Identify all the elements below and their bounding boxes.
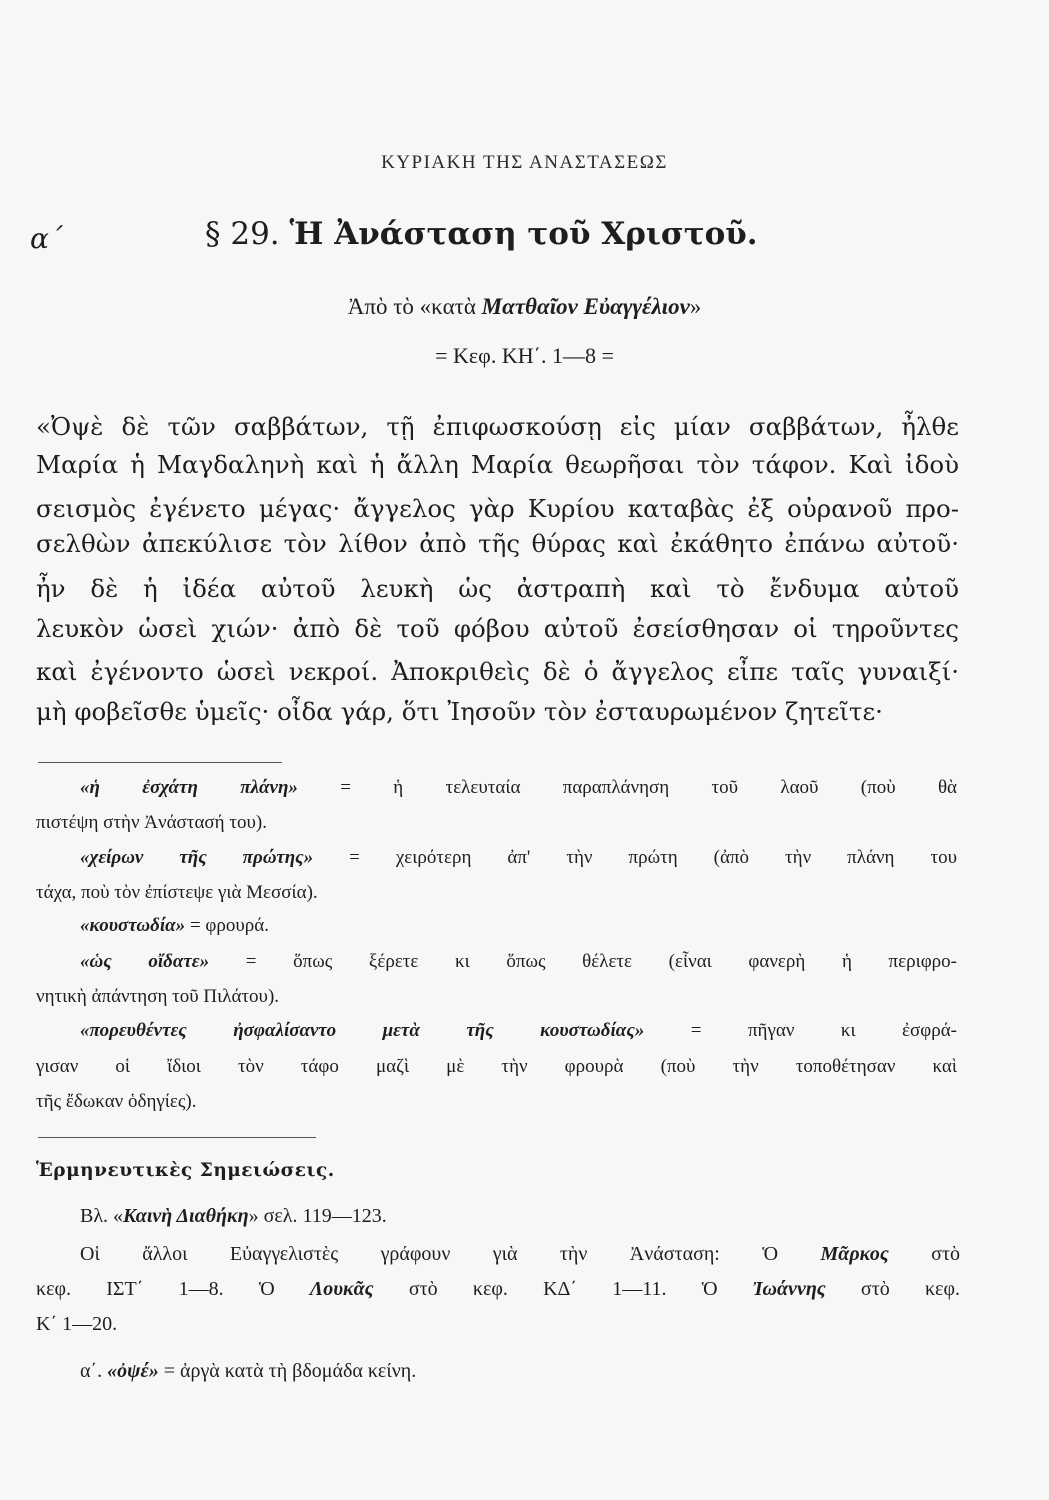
note-line: «χείρων τῆς πρώτης» = χειρότερη ἀπ' τὴν πρώτη (ἀπὸ τὴν πλάνη του bbox=[80, 847, 957, 868]
reference-line: α΄. «ὀψέ» = ἀργὰ κατὰ τὴ βδομάδα κείνη. bbox=[80, 1360, 417, 1382]
note-term: «κουστωδία» bbox=[80, 915, 186, 936]
source-prefix: Ἀπὸ τὸ «κατὰ bbox=[347, 294, 476, 319]
gospel-line: λευκὸν ὡσεὶ χιών· ἀπὸ δὲ τοῦ φόβου αὐτοῦ ἐσείσθησαν οἱ τηροῦντες bbox=[36, 614, 959, 643]
separator-rule bbox=[38, 1137, 316, 1138]
gospel-line: μὴ φοβεῖσθε ὑμεῖς· οἶδα γάρ, ὅτι Ἰησοῦν τὸν ἐσταυρωμένον ζητεῖτε· bbox=[36, 697, 883, 726]
source-suffix: » bbox=[689, 294, 702, 319]
section-title: Ἡ Ἀνάσταση τοῦ Χριστοῦ. bbox=[289, 216, 758, 252]
separator-rule bbox=[38, 762, 282, 763]
reference-line: κεφ. ΙΣΤ΄ 1—8. Ὁ Λουκᾶς στὸ κεφ. ΚΔ΄ 1—11. Ὁ Ἰωάννης στὸ κεφ. bbox=[36, 1278, 960, 1300]
gospel-line: Μαρία ἡ Μαγδαληνὴ καὶ ἡ ἄλλη Μαρία θεωρῆσαι τὸν τάφον. Καὶ ἰδοὺ bbox=[36, 450, 959, 479]
source-title: Ματθαῖον Εὐαγγέλιον bbox=[481, 294, 690, 319]
note-line: τῆς ἔδωκαν ὁδηγίες). bbox=[36, 1091, 197, 1112]
note-term: «ὡς οἴδατε» bbox=[80, 951, 210, 972]
gospel-line: «Ὀψὲ δὲ τῶν σαββάτων, τῇ ἐπιφωσκούσῃ εἰς μίαν σαββάτων, ἦλθε bbox=[36, 412, 959, 441]
note-term: «πορευθέντες ἠσφαλίσαντο μετὰ τῆς κουστωδίας» bbox=[80, 1020, 645, 1041]
hermeneutics-heading: Ἑρμηνευτικὲς Σημειώσεις. bbox=[36, 1160, 335, 1181]
section-marker: α΄ bbox=[30, 222, 63, 255]
gospel-line: καὶ ἐγένοντο ὡσεὶ νεκροί. Ἀποκριθεὶς δὲ ὁ ἄγγελος εἶπε ταῖς γυναιξί· bbox=[36, 657, 959, 686]
note-term: «χείρων τῆς πρώτης» bbox=[80, 847, 314, 868]
note-line: γισαν οἱ ἴδιοι τὸν τάφο μαζὶ μὲ τὴν φρουρὰ (ποὺ τὴν τοποθέτησαν καὶ bbox=[36, 1056, 957, 1077]
section-number: § 29. bbox=[205, 216, 280, 252]
reference-line: Κ΄ 1—20. bbox=[36, 1313, 118, 1335]
note-line: πιστέψη στὴν Ἀνάστασή του). bbox=[36, 812, 267, 833]
reference-line: Βλ. «Καινὴ Διαθήκη» σελ. 119—123. bbox=[80, 1205, 387, 1227]
running-head: ΚΥΡΙΑΚΗ ΤΗΣ ΑΝΑΣΤΑΣΕΩΣ bbox=[381, 152, 668, 173]
note-line: «ὡς οἴδατε» = ὅπως ξέρετε κι ὅπως θέλετε (εἶναι φανερὴ ἡ περιφρο- bbox=[80, 951, 957, 972]
gospel-line: σελθὼν ἀπεκύλισε τὸν λίθον ἀπὸ τῆς θύρας καὶ ἐκάθητο ἐπάνω αὐτοῦ· bbox=[36, 529, 959, 558]
source-line bbox=[0, 294, 1049, 320]
reference-line: Οἱ ἄλλοι Εὐαγγελιστὲς γράφουν γιὰ τὴν Ἀνάσταση: Ὁ Μᾶρκος στὸ bbox=[80, 1243, 961, 1265]
note-term: «ἡ ἐσχάτη πλάνη» bbox=[80, 777, 298, 798]
note-line: νητικὴ ἀπάντηση τοῦ Πιλάτου). bbox=[36, 986, 280, 1007]
gospel-line: ἦν δὲ ἡ ἰδέα αὐτοῦ λευκὴ ὡς ἀστραπὴ καὶ τὸ ἔνδυμα αὐτοῦ bbox=[36, 574, 959, 603]
note-line: «ἡ ἐσχάτη πλάνη» = ἡ τελευταία παραπλάνηση τοῦ λαοῦ (ποὺ θὰ bbox=[80, 777, 958, 798]
note-line: «πορευθέντες ἠσφαλίσαντο μετὰ τῆς κουστωδίας» = πῆγαν κι ἐσφρά- bbox=[80, 1020, 957, 1041]
note-line: «κουστωδία» = φρουρά. bbox=[80, 915, 269, 936]
gospel-line: σεισμὸς ἐγένετο μέγας· ἄγγελος γὰρ Κυρίου καταβὰς ἐξ οὐρανοῦ προ- bbox=[36, 494, 959, 523]
note-line: τάχα, ποὺ τὸν ἐπίστεψε γιὰ Μεσσία). bbox=[36, 882, 318, 903]
section-heading bbox=[205, 216, 758, 252]
chapter-reference: = Κεφ. ΚΗ΄. 1—8 = bbox=[435, 343, 614, 368]
